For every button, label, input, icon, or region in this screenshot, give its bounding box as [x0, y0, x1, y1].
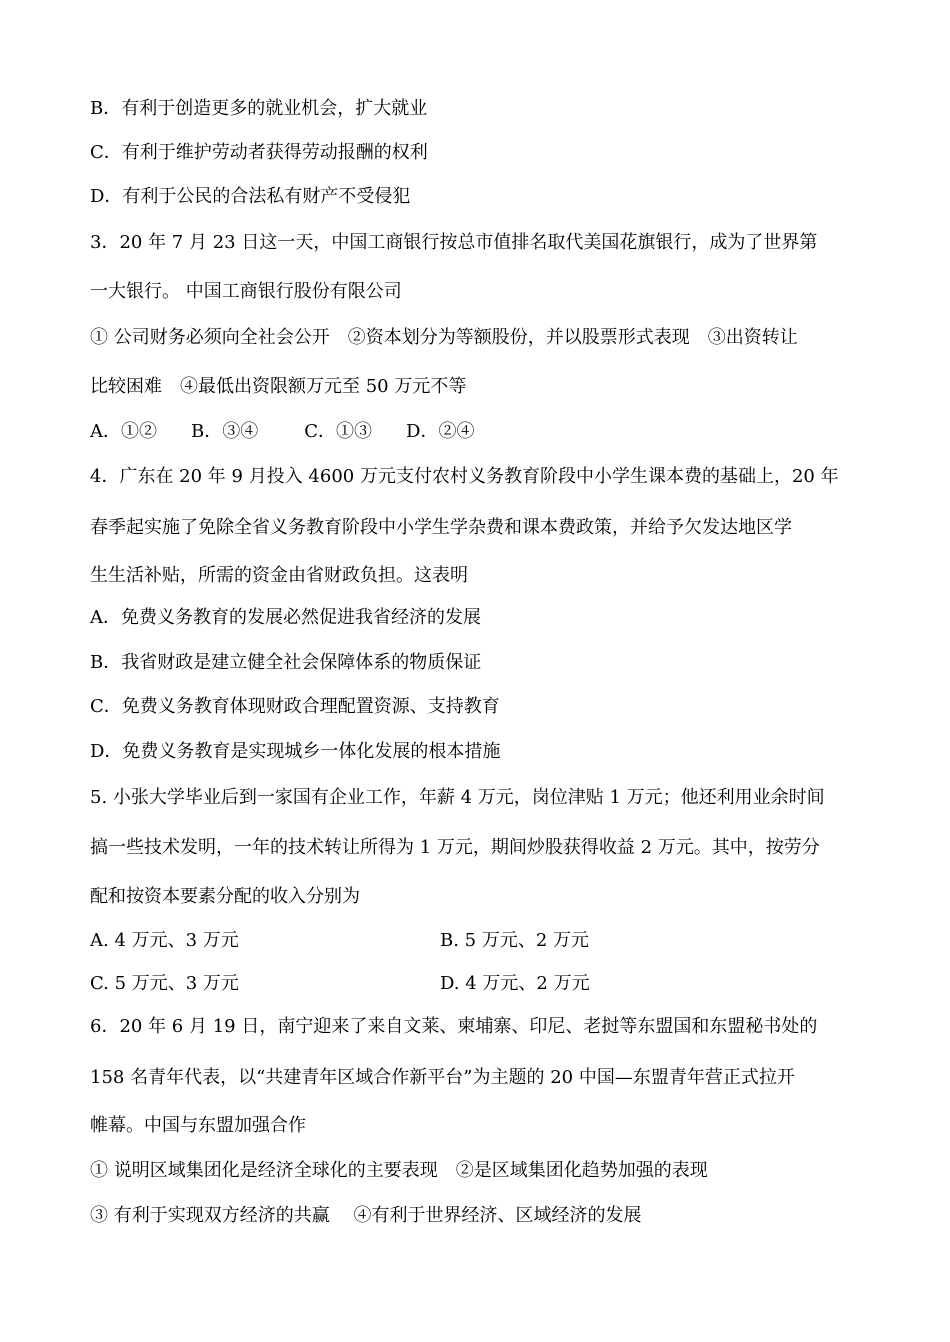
q6-items-line2: ③ 有利于实现双方经济的共赢 ④有利于世界经济、区域经济的发展 [90, 1205, 642, 1226]
q6-stem-line3: 帷幕。中国与东盟加强合作 [90, 1115, 306, 1136]
q3-option-c: C．①③ [304, 421, 373, 442]
q6-stem-line2: 158 名青年代表，以“共建青年区域合作新平台”为主题的 20 中国—东盟青年营正式拉开 [90, 1067, 795, 1088]
q4-stem-line3: 生生活补贴，所需的资金由省财政负担。这表明 [90, 565, 468, 586]
q3-options [90, 420, 508, 444]
q4-option-c: C．免费义务教育体现财政合理配置资源、支持教育 [90, 696, 500, 717]
q5-stem-line2: 搞一些技术发明，一年的技术转让所得为 1 万元，期间炒股获得收益 2 万元。其中，按劳分 [90, 837, 820, 858]
q3-items-line1: ① 公司财务必须向全社会公开 ②资本划分为等额股份，并以股票形式表现 ③出资转让 [90, 327, 798, 348]
q2-option-d: D．有利于公民的合法私有财产不受侵犯 [90, 186, 411, 207]
q3-stem-line2: 一大银行。 中国工商银行股份有限公司 [90, 281, 402, 302]
q2-option-b: B．有利于创造更多的就业机会，扩大就业 [90, 98, 428, 119]
q3-option-a: A．①② [90, 421, 157, 442]
q3-option-d: D．②④ [406, 421, 475, 442]
q4-option-b: B．我省财政是建立健全社会保障体系的物质保证 [90, 652, 482, 673]
q5-option-a: A. 4 万元、3 万元 [90, 930, 239, 951]
q3-items-line2: 比较困难 ④最低出资限额万元至 50 万元不等 [90, 376, 467, 397]
q5-stem-line3: 配和按资本要素分配的收入分别为 [90, 886, 360, 907]
q3-option-b: B．③④ [191, 421, 259, 442]
q2-option-c: C．有利于维护劳动者获得劳动报酬的权利 [90, 142, 428, 163]
q5-option-c: C. 5 万元、3 万元 [90, 973, 239, 994]
q6-items-line1: ① 说明区域集团化是经济全球化的主要表现 ②是区域集团化趋势加强的表现 [90, 1160, 708, 1181]
q5-option-b: B. 5 万元、2 万元 [440, 930, 590, 951]
q5-stem-line1: 5. 小张大学毕业后到一家国有企业工作，年薪 4 万元，岗位津贴 1 万元；他还利用业余时间 [90, 787, 825, 808]
q5-option-d: D. 4 万元、2 万元 [440, 973, 590, 994]
q4-option-a: A．免费义务教育的发展必然促进我省经济的发展 [90, 607, 481, 628]
q6-stem-line1: 6．20 年 6 月 19 日，南宁迎来了来自文莱、柬埔寨、印尼、老挝等东盟国和东盟秘书处的 [90, 1016, 818, 1037]
q4-stem-line1: 4．广东在 20 年 9 月投入 4600 万元支付农村义务教育阶段中小学生课本费的基础上，20 年 [90, 466, 839, 487]
q4-option-d: D．免费义务教育是实现城乡一体化发展的根本措施 [90, 741, 501, 762]
q3-stem-line1: 3．20 年 7 月 23 日这一天，中国工商银行按总市值排名取代美国花旗银行，成为了世界第 [90, 232, 818, 253]
q4-stem-line2: 春季起实施了免除全省义务教育阶段中小学生学杂费和课本费政策，并给予欠发达地区学 [90, 517, 792, 538]
